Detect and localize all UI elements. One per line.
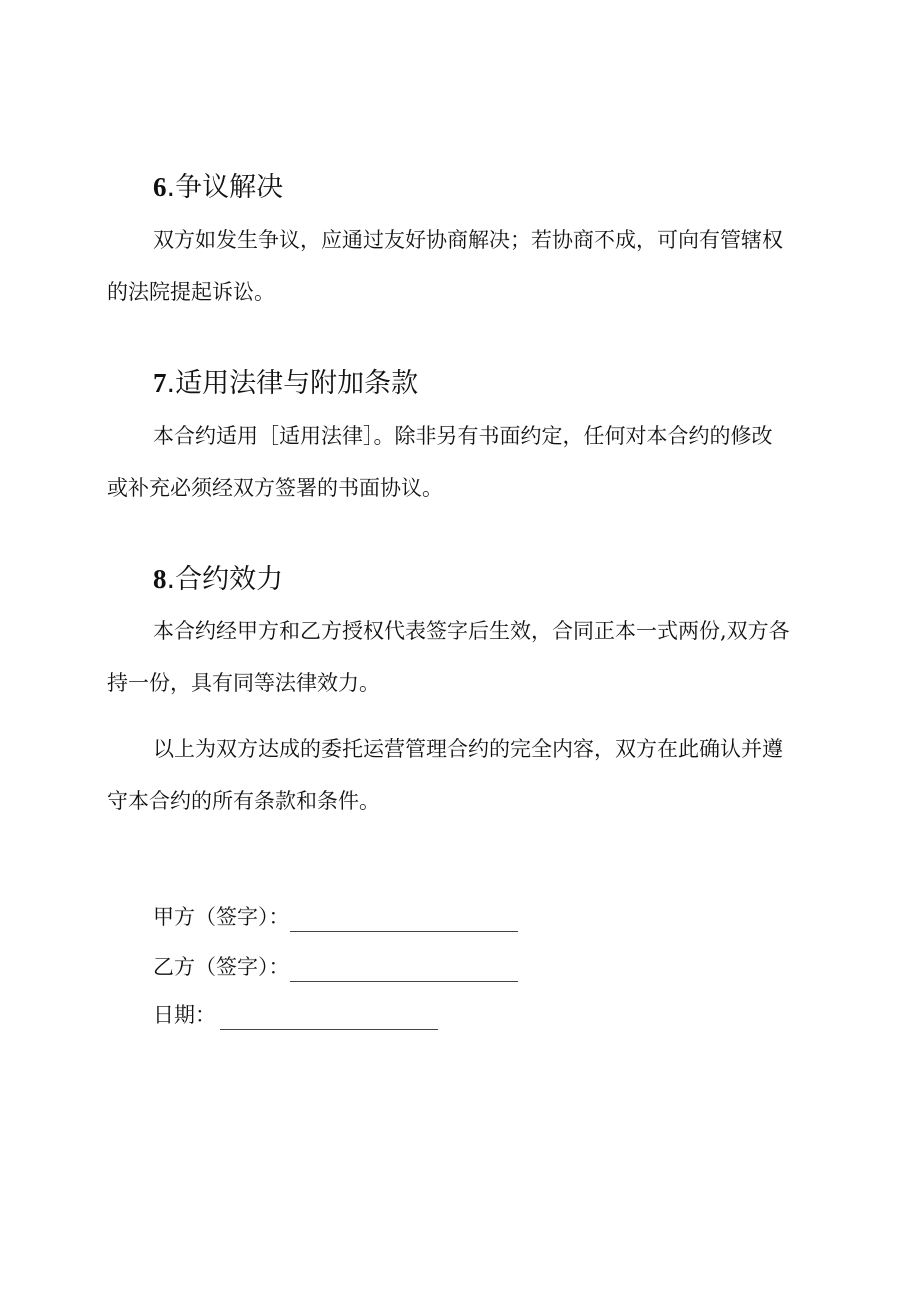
paragraph-line: 的法院提起诉讼。 xyxy=(107,280,275,304)
section-6-number: 6 xyxy=(153,172,167,202)
paragraph-line: 守本合约的所有条款和条件。 xyxy=(107,789,380,813)
section-7-number: 7 xyxy=(153,368,167,398)
party-b-label: 乙方（签字）： xyxy=(153,955,290,979)
party-a-label: 甲方（签字）： xyxy=(153,905,290,929)
paragraph-line: 以上为双方达成的委托运营管理合约的完全内容，双方在此确认并遵 xyxy=(153,737,783,761)
party-b-signature-line xyxy=(153,952,518,982)
section-7-title: .适用法律与附加条款 xyxy=(166,368,419,399)
date-label: 日期： xyxy=(153,1003,216,1027)
closing-paragraph xyxy=(107,723,817,827)
party-a-signature-line xyxy=(153,902,518,932)
paragraph-line: 本合约经甲方和乙方授权代表签字后生效，合同正本一式两份,双方各 xyxy=(153,619,790,643)
paragraph-line: 双方如发生争议，应通过友好协商解决；若协商不成，可向有管辖权 xyxy=(153,228,783,252)
paragraph-line: 本合约适用［适用法律］。除非另有书面约定，任何对本合约的修改 xyxy=(153,424,773,448)
section-8-title: .合约效力 xyxy=(166,564,284,595)
section-6-heading xyxy=(153,170,283,205)
section-7-paragraph xyxy=(107,410,817,514)
section-8-paragraph xyxy=(107,605,817,709)
date-line xyxy=(153,1000,438,1030)
section-6-paragraph xyxy=(107,214,817,318)
section-8-number: 8 xyxy=(153,564,167,594)
paragraph-line: 持一份，具有同等法律效力。 xyxy=(107,671,380,695)
party-a-signature-field[interactable] xyxy=(290,909,518,932)
party-b-signature-field[interactable] xyxy=(290,959,518,982)
section-6-title: .争议解决 xyxy=(166,172,284,203)
section-8-heading xyxy=(153,562,283,597)
paragraph-line: 或补充必须经双方签署的书面协议。 xyxy=(107,476,443,500)
date-field[interactable] xyxy=(220,1007,438,1030)
section-7-heading xyxy=(153,366,418,401)
